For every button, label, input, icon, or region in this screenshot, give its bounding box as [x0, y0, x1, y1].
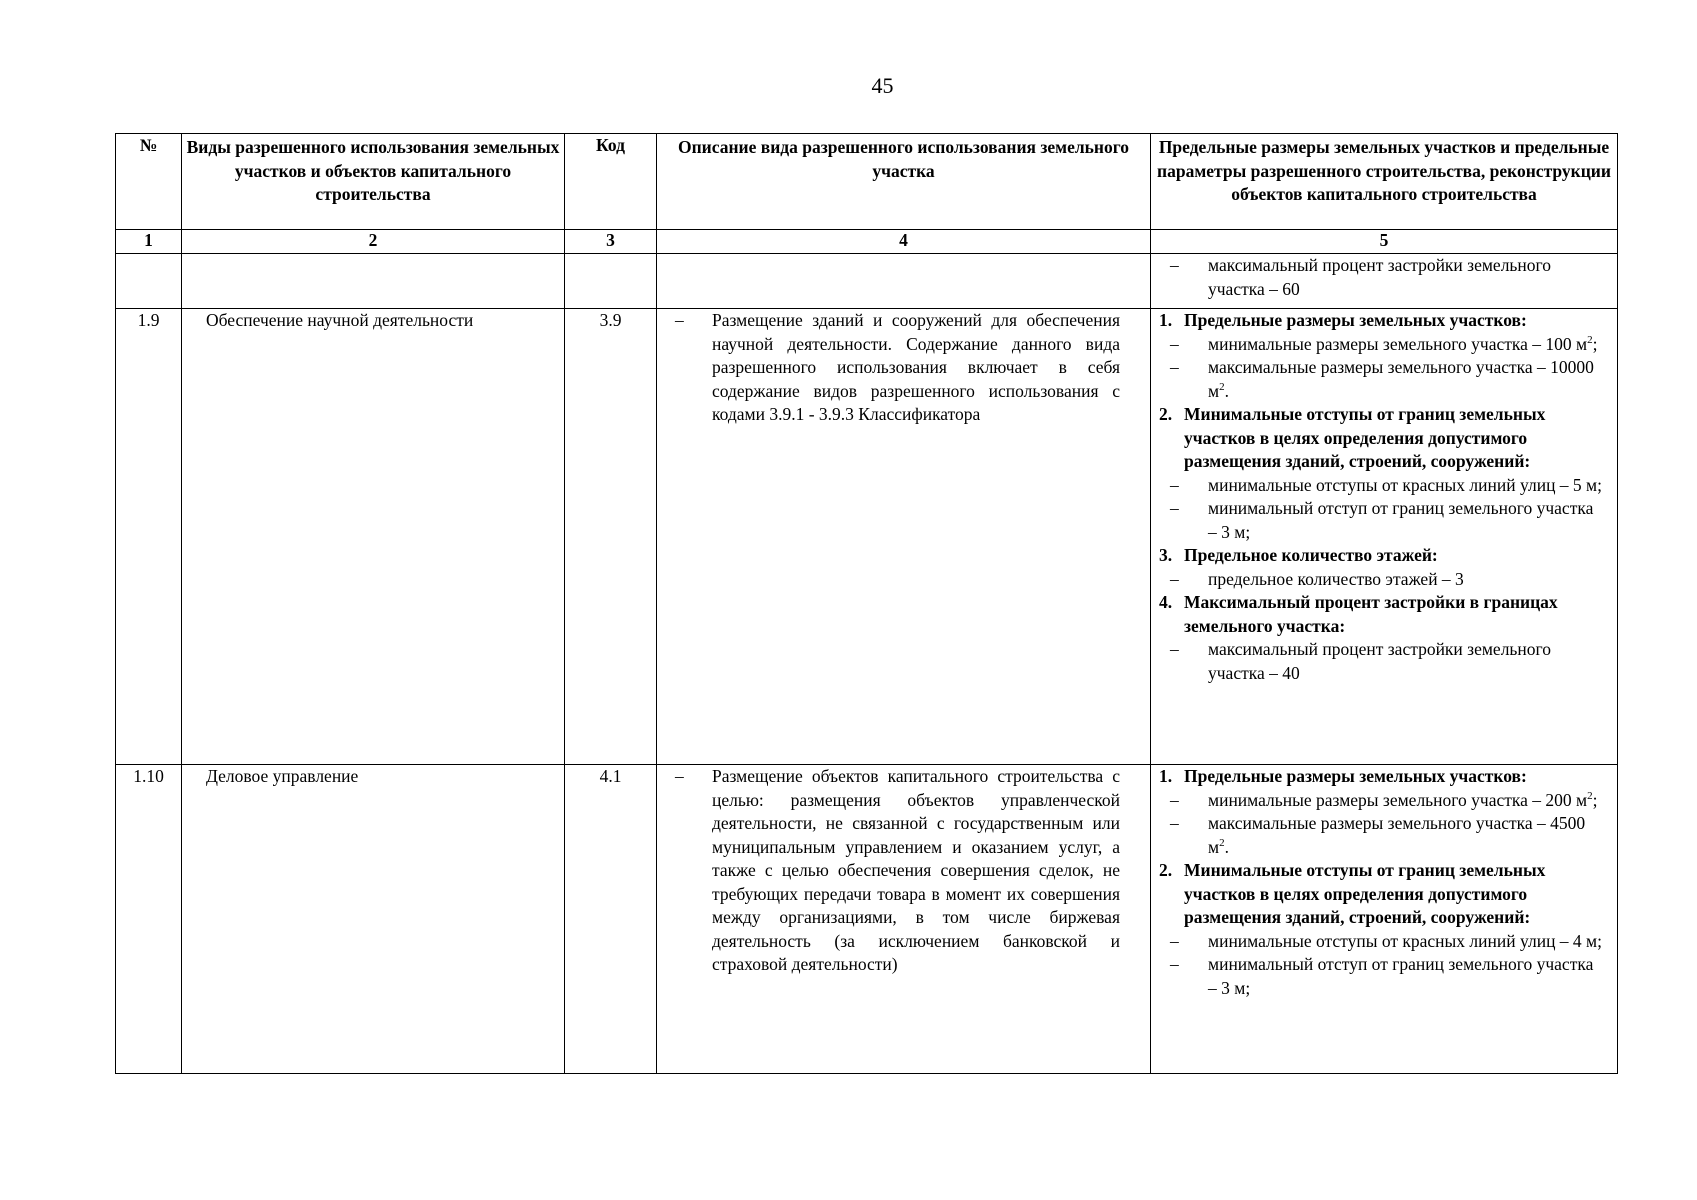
row-number: 1.10 — [116, 765, 182, 1074]
list-item: – минимальные отступы от красных линий улиц – 4 м; — [1170, 930, 1602, 951]
page-number: 45 — [871, 73, 894, 98]
limits-cell — [1151, 309, 1618, 765]
list-item: – максимальный процент застройки земельного участка – 60 — [1170, 255, 1552, 299]
section-heading: 1. Предельные размеры земельных участков: — [1159, 766, 1527, 786]
description-cell: – Размещение зданий и сооружений для обеспечения научной деятельности. Содержание данного вида разрешенного использования включает в себя содержание видов разрешенного использования с кодами 3.9.1 - 3.9.3 Классификатора — [657, 309, 1151, 765]
use-type-name: Обеспечение научной деятельности — [182, 309, 565, 765]
table-row — [116, 309, 1618, 765]
description-text: Размещение объектов капитального строительства с целью: размещения объектов управленческой деятельности, не связанной с государственным или муниципальным управлением и оказанием услуг, а также с целью обеспечения совершения сделок, не требующих передачи товара в момент их совершения между организациями, в том числе биржевая деятельность (за исключением банковской и страховой деятельности) — [712, 766, 1120, 974]
row-number: 1.9 — [116, 309, 182, 765]
column-number: 4 — [657, 230, 1151, 254]
table-row — [116, 765, 1618, 1074]
empty-cell — [182, 254, 565, 309]
header-description: Описание вида разрешенного использования земельного участка — [657, 134, 1151, 230]
limits-cell — [1151, 765, 1618, 1074]
table-row — [116, 254, 1618, 309]
table-header-row — [116, 134, 1618, 230]
column-number-row — [116, 230, 1618, 254]
use-code: 3.9 — [565, 309, 657, 765]
list-item: – максимальный процент застройки земельного участка – 40 — [1170, 639, 1552, 683]
list-item: – предельное количество этажей – 3 — [1170, 568, 1464, 589]
section-heading: 2. Минимальные отступы от границ земельных участков в целях определения допустимого размещения зданий, строений, сооружений: — [1159, 404, 1546, 471]
column-number: 3 — [565, 230, 657, 254]
list-item: – минимальные размеры земельного участка – 200 $м^2$; — [1170, 789, 1598, 810]
empty-cell — [565, 254, 657, 309]
list-item: – минимальные размеры земельного участка – 100 $м^2$; — [1170, 333, 1598, 354]
empty-cell — [657, 254, 1151, 309]
list-item: – минимальные отступы от красных линий улиц – 5 м; — [1170, 474, 1602, 495]
header-use-types: Виды разрешенного использования земельных участков и объектов капитального строительства — [182, 134, 565, 230]
limits-cell — [1151, 254, 1618, 309]
list-item: – минимальный отступ от границ земельного участка – 3 м; — [1170, 498, 1594, 542]
section-heading: 2. Минимальные отступы от границ земельных участков в целях определения допустимого размещения зданий, строений, сооружений: — [1159, 860, 1546, 927]
header-limits: Предельные размеры земельных участков и предельные параметры разрешенного строительства, реконструкции объектов капитального строительства — [1151, 134, 1618, 230]
column-number: 2 — [182, 230, 565, 254]
section-heading: 4. Максимальный процент застройки в границах земельного участка: — [1159, 592, 1558, 636]
use-code: 4.1 — [565, 765, 657, 1074]
list-item: – максимальные размеры земельного участка – 4500 $м^2$. — [1170, 813, 1586, 857]
description-text: Размещение зданий и сооружений для обеспечения научной деятельности. Содержание данного вида разрешенного использования включает в себя содержание видов разрешенного использования с кодами 3.9.1 - 3.9.3 Классификатора — [712, 310, 1120, 424]
list-item: – минимальный отступ от границ земельного участка – 3 м; — [1170, 954, 1594, 998]
section-heading: 3. Предельное количество этажей: — [1159, 545, 1438, 565]
list-item: – максимальные размеры земельного участка – 10000 $м^2$. — [1170, 357, 1594, 401]
header-number: № — [116, 134, 182, 230]
empty-cell — [116, 254, 182, 309]
header-code: Код — [565, 134, 657, 230]
land-use-table — [115, 133, 1618, 1074]
column-number: 1 — [116, 230, 182, 254]
description-cell: – Размещение объектов капитального строительства с целью: размещения объектов управленческой деятельности, не связанной с государственным или муниципальным управлением и оказанием услуг, а также с целью обеспечения совершения сделок, не требующих передачи товара в момент их совершения между организациями, в том числе биржевая деятельность (за исключением банковской и страховой деятельности) — [657, 765, 1151, 1074]
use-type-name: Деловое управление — [182, 765, 565, 1074]
column-number: 5 — [1151, 230, 1618, 254]
section-heading: 1. Предельные размеры земельных участков: — [1159, 310, 1527, 330]
